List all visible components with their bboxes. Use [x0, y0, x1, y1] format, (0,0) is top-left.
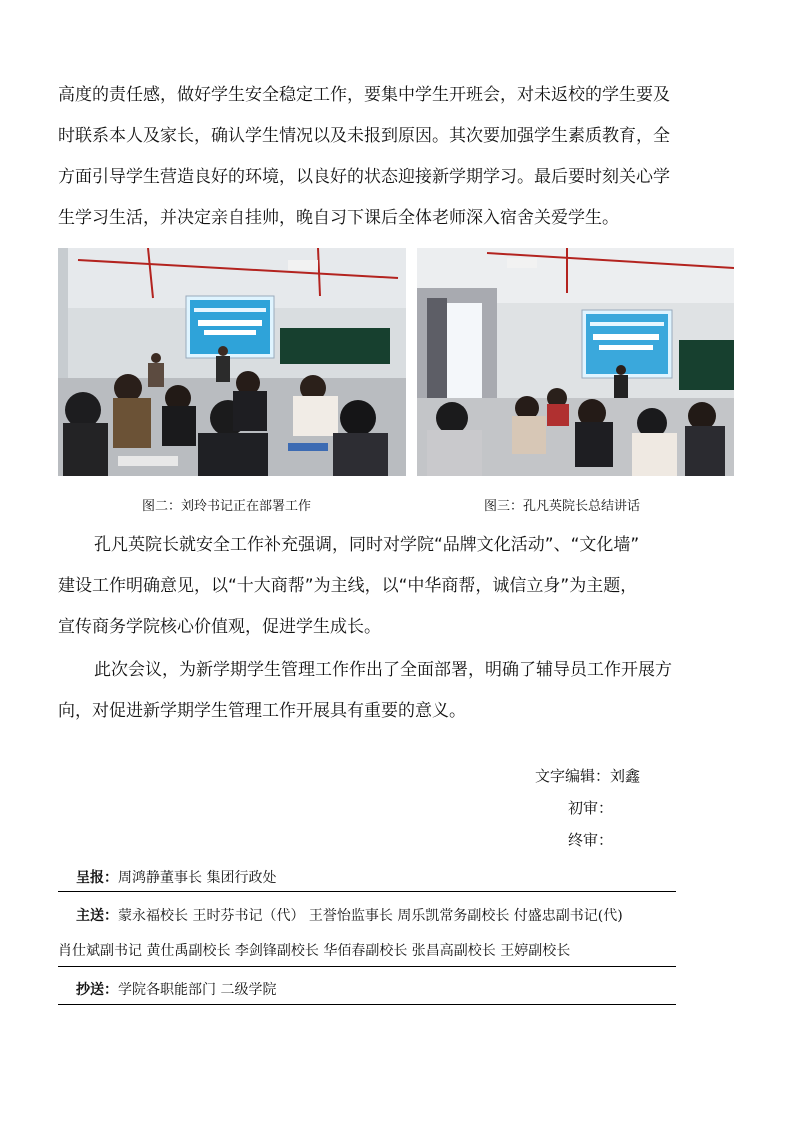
main-recipients-2: 肖仕斌副书记 黄仕禹副校长 李剑锋副校长 华佰春副校长 张昌高副校长 王婷副校长	[58, 943, 571, 959]
main-to-line-1	[76, 905, 623, 925]
meeting-photo-left	[58, 248, 406, 476]
report-recipients: 周鸿静董事长 集团行政处	[118, 870, 277, 886]
para3-line-2: 向，对促进新学期学生管理工作开展具有重要的意义。	[58, 701, 466, 721]
para2-line-1: 孔凡英院长就安全工作补充强调，同时对学院“品牌文化活动”、“文化墙”	[94, 535, 640, 555]
final-review: 终审：	[568, 831, 614, 849]
intro-line-1: 高度的责任感，做好学生安全稳定工作，要集中学生开班会，对未返校的学生要及	[58, 85, 670, 105]
copy-recipients: 学院各职能部门 二级学院	[118, 982, 277, 998]
meeting-photo-right	[417, 248, 734, 476]
divider-1	[58, 891, 676, 892]
para2-line-3: 宣传商务学院核心价值观，促进学生成长。	[58, 617, 381, 637]
classroom-scene-left	[58, 248, 406, 476]
text-editor: 文字编辑：刘鑫	[535, 767, 641, 785]
main-recipients-1: 蒙永福校长 王时芬书记（代） 王誉怡监事长 周乐凯常务副校长 付盛忠副书记(代)	[118, 908, 623, 924]
report-to-line	[76, 867, 276, 887]
copy-to-line	[76, 979, 276, 999]
caption-right: 图三：孔凡英院长总结讲话	[484, 499, 641, 514]
divider-2	[58, 966, 676, 967]
main-to-line-2	[58, 940, 570, 960]
copy-label: 抄送：	[76, 982, 118, 998]
main-label: 主送：	[76, 908, 118, 924]
classroom-scene-right	[417, 248, 734, 476]
divider-3	[58, 1004, 676, 1005]
intro-line-3: 方面引导学生营造良好的环境，以良好的状态迎接新学期学习。最后要时刻关心学	[58, 167, 670, 187]
intro-line-4: 生学习生活，并决定亲自挂帅，晚自习下课后全体老师深入宿舍关爱学生。	[58, 208, 619, 228]
para3-line-1: 此次会议，为新学期学生管理工作作出了全面部署，明确了辅导员工作开展方	[94, 660, 672, 680]
intro-line-2: 时联系本人及家长，确认学生情况以及未报到原因。其次要加强学生素质教育，全	[58, 126, 670, 146]
para2-line-2: 建设工作明确意见，以“十大商帮”为主线，以“中华商帮，诚信立身”为主题，	[58, 576, 638, 596]
report-label: 呈报：	[76, 870, 118, 886]
first-review: 初审：	[568, 799, 614, 817]
caption-left: 图二：刘玲书记正在部署工作	[142, 499, 312, 514]
